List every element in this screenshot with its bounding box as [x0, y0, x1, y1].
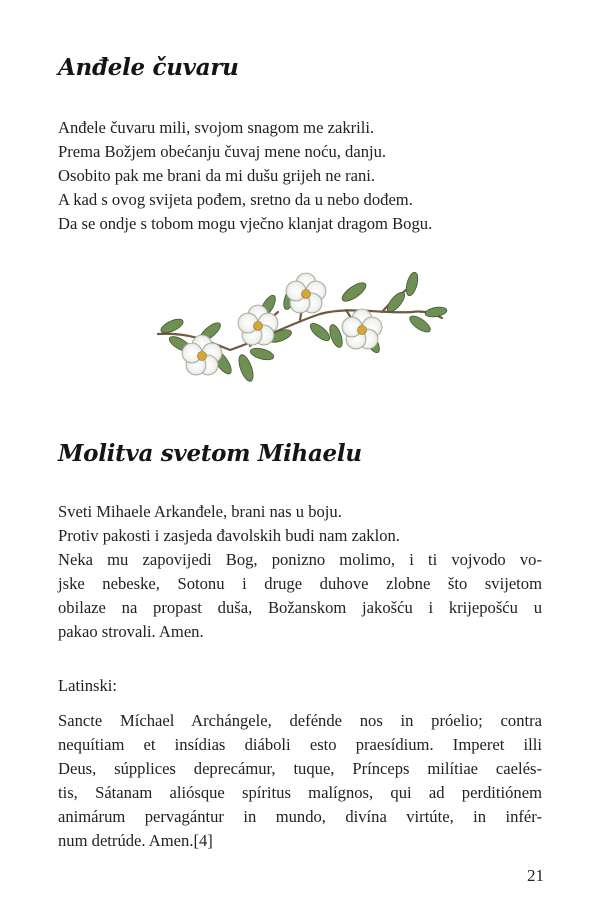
prayer-line: Sveti Mihaele Arkanđele, brani nas u boju.	[58, 502, 342, 521]
latin-line: tis, Sátanam aliósque spíritus malígnos, qui ad perditiónem	[58, 783, 542, 802]
prayer-line: obilaze na propast duša, Božanskom jakošću i krijepošću u	[58, 598, 542, 617]
prayer-line: Osobito pak me brani da mi dušu grijeh ne rani.	[58, 166, 376, 185]
latin-line: nequítiam et insídias diáboli esto praesídium. Imperet illi	[58, 735, 542, 754]
latin-line: num detrúde. Amen.[4]	[58, 831, 213, 850]
prayer-line: Anđele čuvaru mili, svojom snagom me zakrili.	[58, 118, 375, 137]
prayer-line: Prema Božjem obećanju čuvaj mene noću, danju.	[58, 142, 387, 161]
prayer-line: Protiv pakosti i zasjeda đavolskih budi nam zaklon.	[58, 526, 400, 545]
latin-line: Deus, súpplices deprecámur, tuque, Prínceps milítiae caelés-	[58, 759, 542, 778]
latin-line: animárum pervagántur in mundo, divína virtúte, in infér-	[58, 807, 542, 826]
prayer-line: A kad s ovog svijeta pođem, sretno da u nebo dođem.	[58, 190, 413, 209]
guardian-angel-prayer	[58, 116, 542, 236]
prayer-line: Da se ondje s tobom mogu vječno klanjat dragom Bogu.	[58, 214, 433, 233]
flowering-branch-icon	[150, 262, 450, 394]
prayer-line: Neka mu zapovijedi Bog, ponizno molimo, i ti vojvodo vo-	[58, 550, 542, 569]
section-title-saint-michael: Molitva svetom Mihaelu	[58, 440, 362, 467]
latin-line: Sancte Míchael Archángele, deféndе nos in próelio; contra	[58, 711, 542, 730]
latin-prayer	[58, 709, 542, 853]
prayer-line: pakao strovali. Amen.	[58, 622, 204, 641]
page-number: 21	[527, 866, 544, 885]
saint-michael-prayer	[58, 500, 542, 644]
prayer-line: jske nebeske, Sotonu i druge duhove zlobne što svijetom	[58, 574, 542, 593]
latin-label: Latinski:	[58, 676, 117, 695]
section-title-guardian-angel: Anđele čuvaru	[58, 54, 239, 81]
